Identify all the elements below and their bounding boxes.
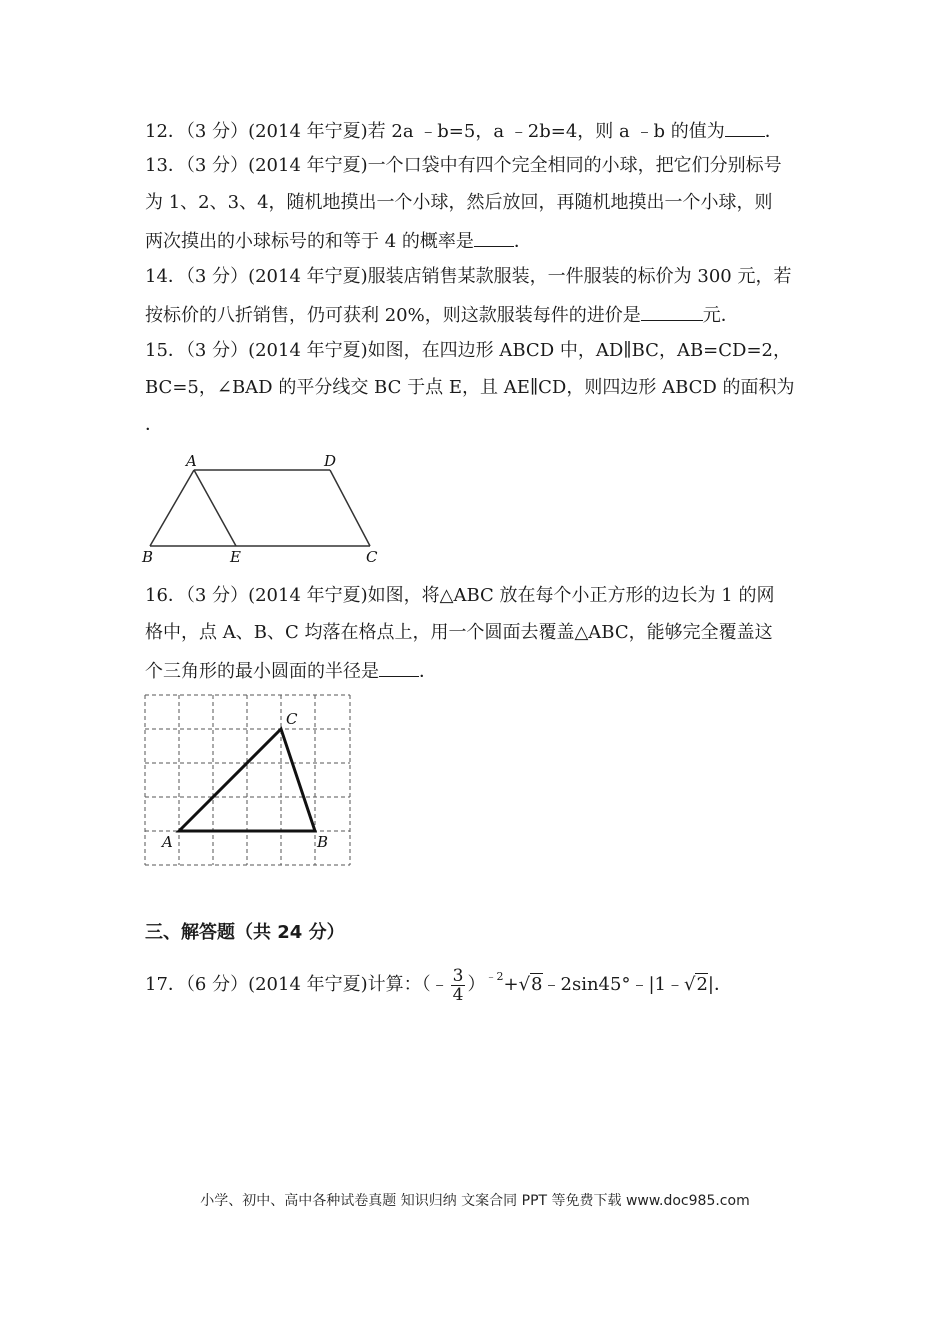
label-a: A xyxy=(162,833,173,851)
grid-triangle-figure xyxy=(140,690,360,870)
segment-ab xyxy=(150,470,194,546)
question-15-line2: BC=5，∠BAD 的平分线交 BC 于点 E，且 AE∥CD，则四边形 ABCD 的面积为 xyxy=(145,377,795,398)
answer-blank xyxy=(725,118,765,137)
question-17: 17．（6 分）(2014 年宁夏)计算：（﹣ $\frac{3}{4}$ ）$^{﹣2}$+√8﹣2sin45°﹣|1﹣√2|． xyxy=(145,965,732,1005)
question-15-line3: ． xyxy=(145,414,163,435)
segment-ae xyxy=(194,470,236,546)
question-14-line2: 按标价的八折销售，仍可获利 20%，则这款服装每件的进价是 元． xyxy=(145,302,739,328)
answer-blank xyxy=(379,658,419,677)
question-13-line3: 两次摸出的小球标号的和等于 4 的概率是 ． xyxy=(145,228,532,254)
question-13-line1: 13．（3 分）(2014 年宁夏)一个口袋中有四个完全相同的小球，把它们分别标号 xyxy=(145,155,782,176)
question-16-line1: 16．（3 分）(2014 年宁夏)如图，将△ABC 放在每个小正方形的边长为 1 的网 xyxy=(145,585,775,606)
answer-blank xyxy=(641,302,703,321)
question-13-line2: 为 1、2、3、4，随机地摸出一个小球，然后放回，再随机地摸出一个小球，则 xyxy=(145,192,773,213)
label-b: B xyxy=(317,833,329,851)
label-d: D xyxy=(324,452,337,470)
label-a: A xyxy=(186,452,197,470)
trapezoid-figure xyxy=(140,448,390,568)
footer-text: 小学、初中、高中各种试卷真题 知识归纳 文案合同 PPT 等免费下载 www.doc985.com xyxy=(200,1193,750,1209)
label-c: C xyxy=(286,710,298,728)
question-16-line2: 格中，点 A、B、C 均落在格点上，用一个圆面去覆盖△ABC，能够完全覆盖这 xyxy=(145,622,773,643)
segment-dc xyxy=(330,470,370,546)
label-e: E xyxy=(230,548,241,566)
question-12: 12．（3 分）(2014 年宁夏)若 2a ﹣b=5，a ﹣2b=4，则 a ﹣b 的值为 ． xyxy=(145,118,783,144)
answer-blank xyxy=(474,228,514,247)
label-b: B xyxy=(142,548,154,566)
question-14-line1: 14．（3 分）(2014 年宁夏)服装店销售某款服装，一件服装的标价为 300 元，若 xyxy=(145,266,792,287)
label-c: C xyxy=(366,548,378,566)
question-16-line3: 个三角形的最小圆面的半径是 ． xyxy=(145,658,437,684)
fraction: $\frac{3}{4}$ xyxy=(452,965,464,1005)
section-title: 三、解答题（共 24 分） xyxy=(145,922,345,943)
question-15-line1: 15．（3 分）(2014 年宁夏)如图，在四边形 ABCD 中，AD∥BC，AB=CD=2， xyxy=(145,340,791,361)
